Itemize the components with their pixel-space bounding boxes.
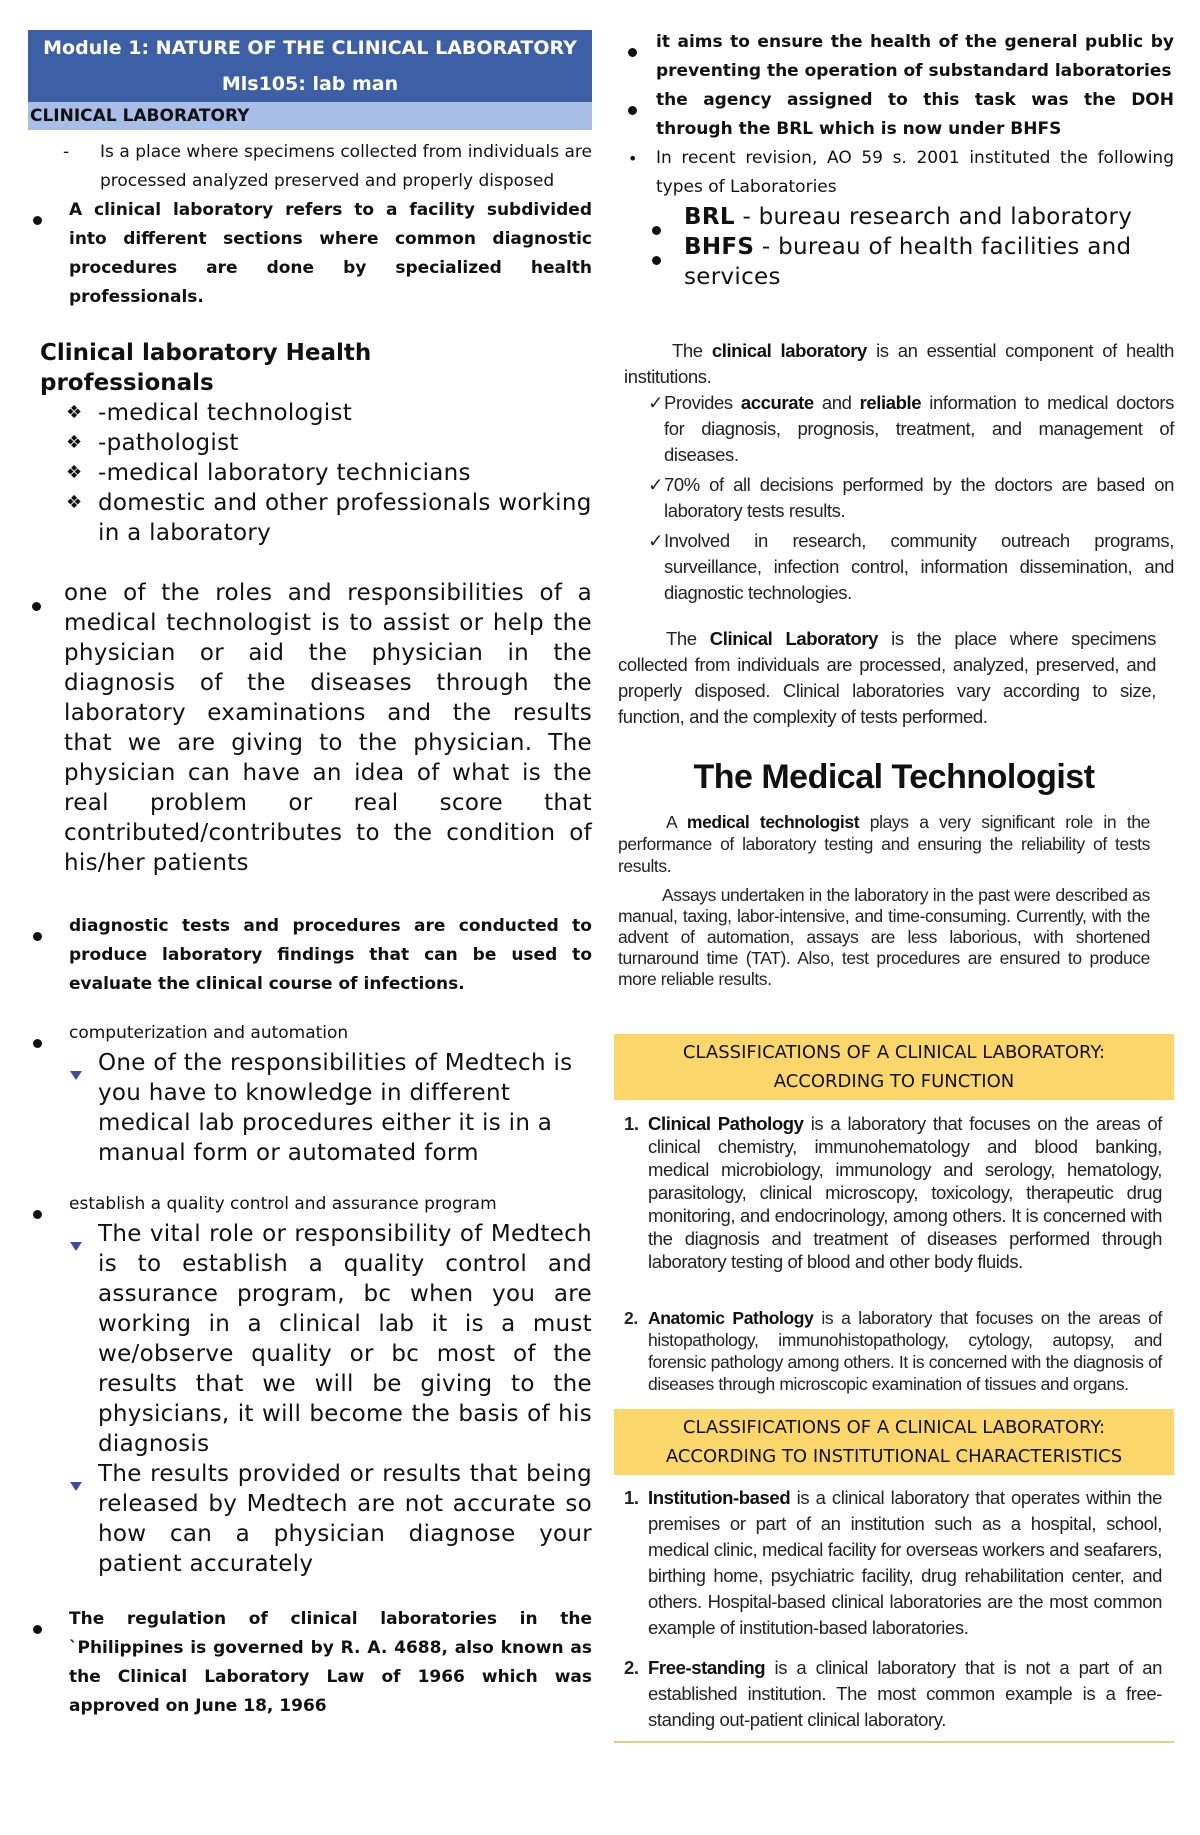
professional-label: -pathologist <box>98 430 239 456</box>
brl-abbr: BRL <box>684 204 735 230</box>
item-number: 1. <box>624 1113 639 1134</box>
check-1-post: information to medical doctors for diagnosis, prognosis, treatment, and management of diseases. <box>664 392 1175 465</box>
check-item <box>614 472 1174 524</box>
quality-sub-text-2: The results provided or results that being released by Medtech are not accurate so how can a physician diagnose your patient accurately <box>98 1461 592 1577</box>
check-1-bold-2: reliable <box>859 392 922 413</box>
bhfs-abbr: BHFS <box>684 234 755 260</box>
essential-post: is an essential component of health institutions. <box>624 340 1174 387</box>
medtech-p1-bold: medical technologist <box>686 812 860 832</box>
list-item <box>28 488 592 548</box>
small-bullet-icon: • <box>628 149 638 168</box>
place-paragraph <box>614 626 1174 730</box>
quality-sub-text-1: The vital role or responsibility of Medtech is to establish a quality control and assurance program, bc when you are working in a clinical lab it is a must we/observe quality or bc most of the results that we will be giving to the physicians, it will become the basis of his diagnosis <box>98 1221 592 1457</box>
medtech-paragraph-1 <box>614 811 1174 877</box>
function-classification-header <box>614 1034 1174 1100</box>
regulation-text: The regulation of clinical laboratories in the `Philippines is governed by R. A. 4688, also known as the Clinical Laboratory Law of 1966 which was approved on June 18, 1966 <box>69 1609 592 1716</box>
agency-text: the agency assigned to this task was the DOH through the BRL which is now under BHFS <box>656 90 1174 139</box>
medtech-paragraph-2: Assays undertaken in the laboratory in the past were described as manual, taxing, labor-intensive, and time-consuming. Currently, with the advent of automation, assays are less laborious, with shortened turnaround time (TAT). Also, test procedures are ensured to produce more reliable results. <box>618 885 1150 989</box>
section-title: CLINICAL LABORATORY <box>28 102 592 130</box>
diamond-bullet-icon: ❖ <box>66 402 83 423</box>
roles-item <box>28 578 592 878</box>
arrow-bullet-icon <box>70 1242 82 1251</box>
computerization-text: computerization and automation <box>69 1023 349 1043</box>
right-column <box>614 0 1174 1743</box>
check-3-text: Involved in research, community outreach programs, surveillance, infection control, information dissemination, and diagnostic technologies. <box>664 530 1174 603</box>
quality-sub-item <box>28 1219 592 1459</box>
module-subtitle: Mls105: lab man <box>221 73 399 95</box>
professional-label: -medical laboratory technicians <box>98 460 471 486</box>
institutional-header-line-2: ACCORDING TO INSTITUTIONAL CHARACTERISTICS <box>665 1446 1123 1467</box>
module-title: Module 1: NATURE OF THE CLINICAL LABORATORY <box>43 37 577 59</box>
professionals-list <box>28 398 592 548</box>
item-number: 2. <box>624 1308 638 1328</box>
func-2-bold: Anatomic Pathology <box>648 1308 814 1328</box>
diamond-bullet-icon: ❖ <box>66 432 83 453</box>
check-1-mid: and <box>821 392 852 413</box>
computerization-sub-item <box>28 1048 592 1168</box>
professionals-title-line-1: Clinical laboratory Health <box>40 340 372 366</box>
aims-item <box>614 28 1174 86</box>
place-post: is the place where specimens collected from individuals are processed, analyzed, preserved, and properly disposed. Clinical laboratories vary according to size, function, and the complexity of tests performed. <box>618 628 1156 727</box>
list-item <box>28 428 592 458</box>
func-2-text: is a laboratory that focuses on the areas of histopathology, immunohistopathology, cytology, autopsy, and forensic pathology among others. It is concerned with the diagnosis of diseases through microscopic examination of tissues and organs. <box>648 1308 1162 1394</box>
bhfs-def: - bureau of health facilities and services <box>684 234 1132 290</box>
module-header <box>28 30 592 102</box>
institution-item <box>614 1485 1174 1641</box>
professionals-title-line-2: professionals <box>40 370 214 396</box>
bullet-dot-icon <box>652 256 661 265</box>
bhfs-item <box>614 232 1174 292</box>
item-number: 1. <box>624 1487 639 1508</box>
check-item <box>614 528 1174 606</box>
medtech-title: The Medical Technologist <box>693 758 1095 796</box>
function-header-line-1: CLASSIFICATIONS OF A CLINICAL LABORATORY: <box>682 1042 1106 1063</box>
bullet-dot-icon <box>33 1210 42 1219</box>
check-1-bold-1: accurate <box>740 392 814 413</box>
aims-text: it aims to ensure the health of the general public by preventing the operation of substandard laboratories <box>656 32 1174 81</box>
definition-item <box>28 138 592 196</box>
arrow-bullet-icon <box>70 1071 82 1080</box>
list-item <box>28 398 592 428</box>
revision-item <box>614 144 1174 202</box>
bottom-divider <box>614 1741 1174 1743</box>
brl-item <box>614 202 1174 232</box>
dash-bullet-icon: - <box>63 142 70 162</box>
item-number: 2. <box>624 1657 639 1678</box>
definition-text: Is a place where specimens collected from individuals are processed analyzed preserved and properly disposed <box>100 142 592 191</box>
professionals-title <box>28 338 592 398</box>
facility-item <box>28 196 592 312</box>
institution-item <box>614 1655 1174 1733</box>
professional-label: -medical technologist <box>98 400 353 426</box>
revision-text: In recent revision, AO 59 s. 2001 instituted the following types of Laboratories <box>656 148 1174 197</box>
list-item <box>28 458 592 488</box>
diamond-bullet-icon: ❖ <box>66 462 83 483</box>
institutional-classification-header <box>614 1409 1174 1475</box>
check-1-pre: Provides <box>664 392 733 413</box>
diagnostic-item <box>28 912 592 999</box>
essential-bold: clinical laboratory <box>711 340 867 361</box>
quality-item <box>28 1190 592 1219</box>
agency-item <box>614 86 1174 144</box>
bullet-dot-icon <box>628 106 637 115</box>
check-icon: ✓ <box>648 474 664 495</box>
check-icon: ✓ <box>648 530 664 551</box>
inst-1-text: is a clinical laboratory that operates within the premises or part of an institution such as a hospital, school, medical clinic, medical facility for overseas workers and seafarers, birthing home, psychiatric facility, drug rehabilitation center, and others. Hospital-based clinical laboratories are the most common example of institution-based laboratories. <box>648 1487 1162 1638</box>
function-item <box>614 1307 1174 1395</box>
bullet-dot-icon <box>33 1039 42 1048</box>
institutional-header-line-1: CLASSIFICATIONS OF A CLINICAL LABORATORY: <box>682 1417 1106 1438</box>
regulation-item <box>28 1605 592 1721</box>
func-1-bold: Clinical Pathology <box>648 1113 804 1134</box>
quality-sub-item <box>28 1459 592 1579</box>
quality-text: establish a quality control and assurance program <box>69 1194 497 1214</box>
check-item <box>614 390 1174 468</box>
computerization-item <box>28 1019 592 1048</box>
func-1-text: is a laboratory that focuses on the areas of clinical chemistry, immunohematology and blood banking, medical microbiology, immunology and serology, hematology, parasitology, clinical microscopy, toxicology, therapeutic drug monitoring, and endocrinology, among others. It is concerned with the diagnosis and treatment of diseases performed through laboratory testing of blood and other body fluids. <box>648 1113 1162 1272</box>
inst-2-text: is a clinical laboratory that is not a part of an established institution. The most common example is a free-standing out-patient clinical laboratory. <box>648 1657 1162 1730</box>
arrow-bullet-icon <box>70 1482 82 1491</box>
bullet-dot-icon <box>33 932 42 941</box>
left-column <box>28 0 592 1721</box>
facility-text: A clinical laboratory refers to a facility subdivided into different sections where common diagnostic procedures are done by specialized health professionals. <box>69 200 592 307</box>
diamond-bullet-icon: ❖ <box>66 492 83 513</box>
place-pre: The <box>666 628 697 649</box>
medtech-p1-pre: A <box>666 812 677 832</box>
essential-paragraph <box>614 338 1174 390</box>
bullet-dot-icon <box>33 1625 42 1634</box>
bullet-dot-icon <box>628 48 637 57</box>
inst-1-bold: Institution-based <box>648 1487 791 1508</box>
diagnostic-text: diagnostic tests and procedures are conducted to produce laboratory findings that can be used to evaluate the clinical course of infections. <box>69 916 592 994</box>
bullet-dot-icon <box>32 602 41 611</box>
bullet-dot-icon <box>33 216 42 225</box>
computerization-sub-text: One of the responsibilities of Medtech is you have to knowledge in different medical lab procedures either it is in a manual form or automated form <box>98 1050 573 1166</box>
place-bold: Clinical Laboratory <box>709 628 879 649</box>
check-2-text: 70% of all decisions performed by the doctors are based on laboratory tests results. <box>664 474 1174 521</box>
essential-pre: The <box>672 340 703 361</box>
function-header-line-2: ACCORDING TO FUNCTION <box>773 1071 1015 1092</box>
roles-text: one of the roles and responsibilities of a medical technologist is to assist or help the physician or aid the physician in the diagnosis of the diseases through the laboratory examinations and the results that we are giving to the physician. The physician can have an idea of what is the real problem or real score that contributed/contributes to the condition of his/her patients <box>64 580 592 876</box>
medtech-p1-post: plays a very significant role in the performance of laboratory testing and ensuring the reliability of tests results. <box>618 812 1150 876</box>
function-item <box>614 1112 1174 1273</box>
professional-label: domestic and other professionals working in a laboratory <box>98 490 592 546</box>
check-icon: ✓ <box>648 392 664 413</box>
inst-2-bold: Free-standing <box>648 1657 766 1678</box>
brl-def: - bureau research and laboratory <box>742 204 1133 230</box>
